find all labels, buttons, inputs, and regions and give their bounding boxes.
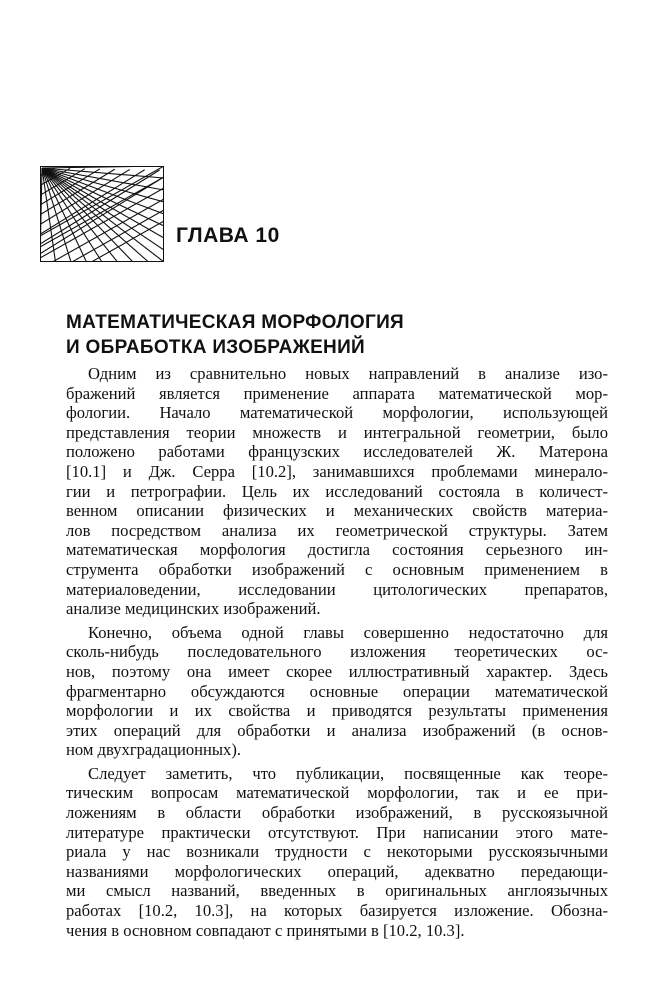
- text-line: литературе практически отсутствуют. При написании этого мате-: [66, 822, 608, 842]
- text-line: Следует заметить, что публикации, посвященные как теоре-: [88, 763, 608, 783]
- chapter-title-line: МАТЕМАТИЧЕСКАЯ МОРФОЛОГИЯ: [66, 312, 404, 333]
- text-line: анализе медицинских изображений.: [66, 599, 321, 619]
- text-line: этих операций для обработки и анализа изображений (в основ-: [66, 720, 608, 740]
- text-line: риала у нас возникали трудности с некоторыми русскоязычными: [66, 842, 608, 862]
- text-line: струмента обработки изображений с основным применением в: [66, 559, 608, 579]
- paragraph: [66, 364, 608, 619]
- chapter-body: [66, 364, 608, 940]
- text-line: ложениям в области обработки изображений, в русскоязычной: [66, 803, 608, 823]
- text-line: фологии. Начало математической морфологии, использующей: [66, 403, 608, 423]
- text-line: морфологии и их свойства и приводятся результаты применения: [66, 701, 608, 721]
- text-line: сколь-нибудь последовательного изложения теоретических ос-: [66, 642, 608, 662]
- chapter-title: [66, 310, 606, 360]
- text-line: бражений является применение аппарата математической мор-: [66, 383, 608, 403]
- chapter-title-line: И ОБРАБОТКА ИЗОБРАЖЕНИЙ: [66, 337, 365, 358]
- text-line: Конечно, объема одной главы совершенно недостаточно для: [88, 622, 608, 642]
- text-line: названиями морфологических операций, адекватно передающи-: [66, 861, 608, 881]
- text-line: чения в основном совпадают с принятыми в [10.2, 10.3].: [66, 920, 465, 940]
- text-line: представления теории множеств и интегральной геометрии, было: [66, 422, 608, 442]
- text-line: фрагментарно обсуждаются основные операции математической: [66, 681, 608, 701]
- text-line: ми смысл названий, введенных в оригинальных англоязычных: [66, 881, 608, 901]
- text-line: тическим вопросам математической морфологии, так и ее при-: [66, 783, 608, 803]
- text-line: положено работами французских исследователей Ж. Матерона: [66, 442, 608, 462]
- paragraph: [66, 623, 608, 760]
- text-line: венном описании физических и механических свойств материа-: [66, 501, 608, 521]
- text-line: работах [10.2, 10.3], на которых базируется изложение. Обозна-: [66, 901, 608, 921]
- text-line: математическая морфология достигла состояния серьезного ин-: [66, 540, 608, 560]
- text-line: материаловедении, исследовании цитологических препаратов,: [66, 579, 608, 599]
- text-line: гии и петрографии. Цель их исследований состояла в количест-: [66, 481, 608, 501]
- text-line: лов посредством анализа их геометрической структуры. Затем: [66, 520, 608, 540]
- text-line: [10.1] и Дж. Серра [10.2], занимавшихся проблемами минерало-: [66, 461, 608, 481]
- paragraph: [66, 764, 608, 940]
- chapter-ornament-icon: [40, 166, 164, 262]
- text-line: Одним из сравнительно новых направлений в анализе изо-: [88, 364, 608, 383]
- text-line: ном двухградационных).: [66, 740, 242, 760]
- chapter-number: ГЛАВА 10: [176, 224, 280, 247]
- text-line: нов, поэтому она имеет скорее иллюстративный характер. Здесь: [66, 661, 608, 681]
